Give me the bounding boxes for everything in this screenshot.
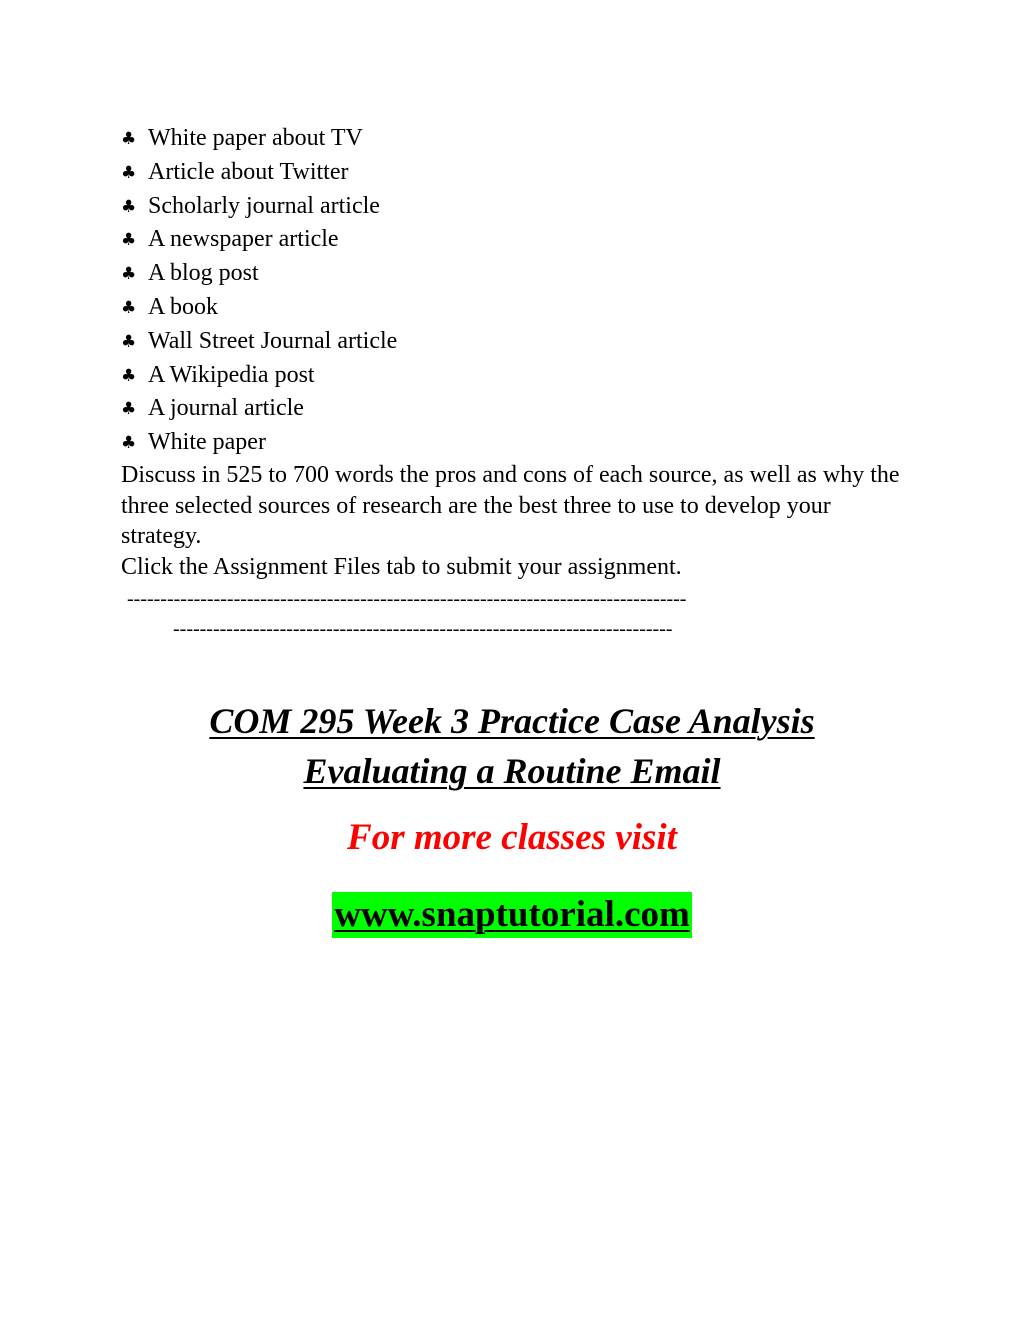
club-suit-icon: ♣ [121, 264, 137, 285]
club-suit-icon: ♣ [121, 297, 137, 318]
list-item [121, 325, 911, 359]
discuss-instructions: Discuss in 525 to 700 words the pros and cons of each source, as well as why the three selected sources of research are the best three to use to develop your strategy. [121, 461, 900, 550]
list-item-text: Wall Street Journal article [148, 327, 398, 354]
club-suit-icon: ♣ [121, 399, 137, 420]
list-item-text: A book [148, 293, 219, 320]
page-subtitle: Evaluating a Routine Email [303, 751, 721, 791]
list-item-text: A blog post [148, 260, 259, 287]
list-item [121, 223, 911, 257]
list-item [121, 359, 911, 393]
promo-text: For more classes visit [347, 817, 677, 858]
list-item [121, 257, 911, 291]
document-body [121, 122, 911, 644]
club-suit-icon: ♣ [121, 196, 137, 217]
club-suit-icon: ♣ [121, 230, 137, 251]
list-item-text: A Wikipedia post [148, 361, 315, 388]
list-item [121, 190, 911, 224]
club-suit-icon: ♣ [121, 433, 137, 454]
club-suit-icon: ♣ [121, 365, 137, 386]
club-suit-icon: ♣ [121, 331, 137, 352]
list-item [121, 156, 911, 190]
list-item-text: Article about Twitter [148, 158, 349, 185]
list-item [121, 122, 911, 156]
list-item-text: Scholarly journal article [148, 192, 380, 219]
submit-instructions: Click the Assignment Files tab to submit your assignment. [121, 554, 682, 581]
website-link[interactable]: www.snaptutorial.com [332, 892, 692, 938]
list-item-text: White paper about TV [148, 125, 363, 151]
list-item [121, 291, 911, 325]
separator-line: ------------------------------------------------------------------------------------ [127, 587, 687, 610]
list-item [121, 426, 911, 460]
website-container [0, 892, 1024, 938]
list-item-text: White paper [148, 429, 266, 456]
separator-line: --------------------------------------------------------------------------- [173, 617, 673, 640]
list-item-text: A journal article [148, 395, 304, 422]
source-list [121, 122, 911, 460]
club-suit-icon: ♣ [121, 162, 137, 183]
list-item-text: A newspaper article [148, 226, 339, 253]
club-suit-icon: ♣ [121, 129, 137, 149]
list-item [121, 392, 911, 426]
page-title: COM 295 Week 3 Practice Case Analysis [209, 701, 815, 741]
